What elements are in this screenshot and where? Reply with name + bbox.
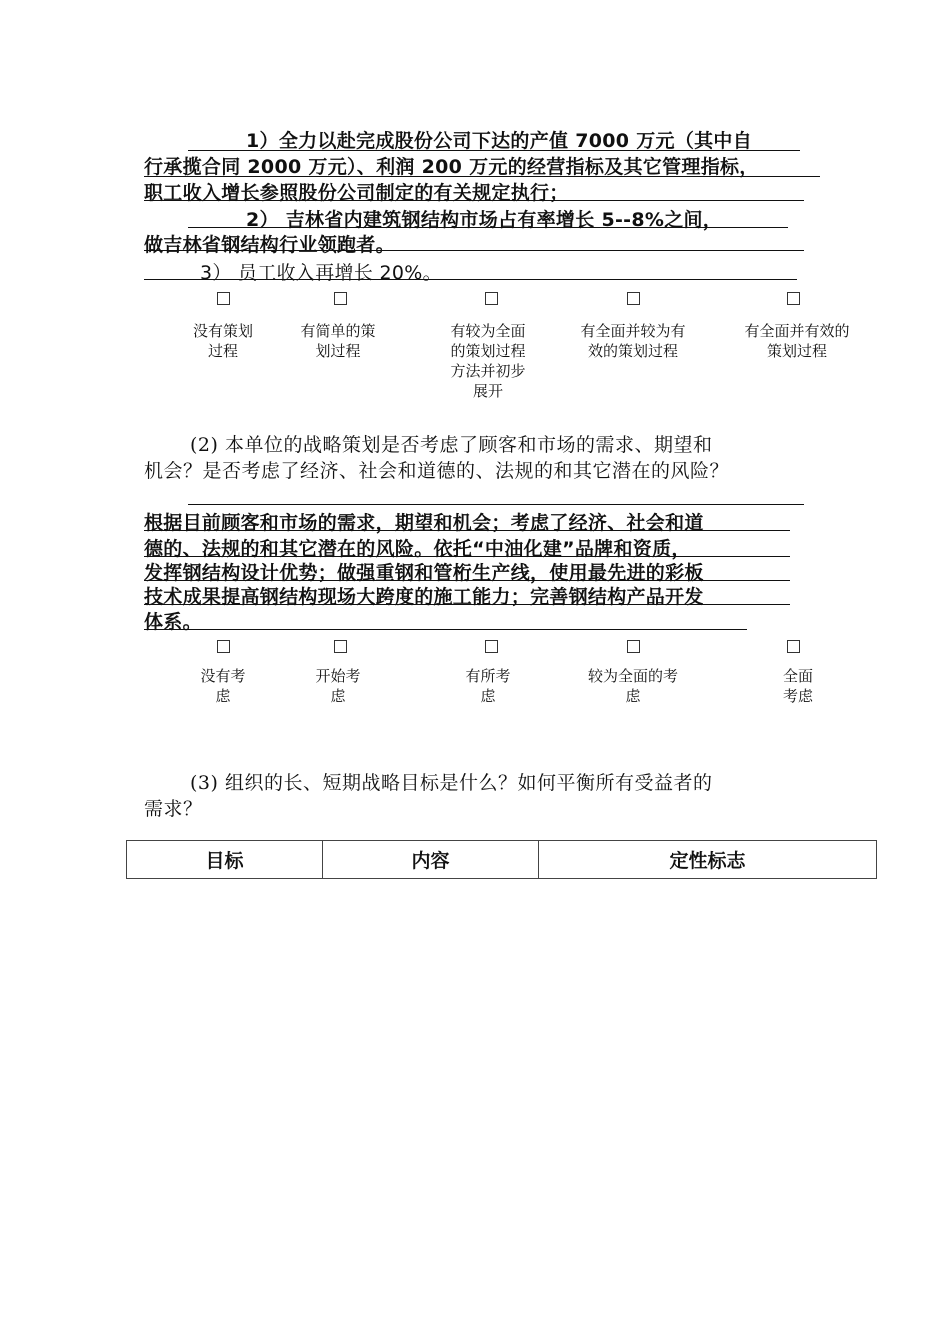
underline — [144, 604, 790, 605]
option-checkbox[interactable] — [334, 292, 347, 305]
answer-line-6: 3） 员工收入再增长 20%。 — [200, 262, 442, 284]
underline — [144, 629, 747, 630]
answer-2-line-4: 技术成果提高钢结构现场大跨度的施工能力；完善钢结构产品开发 — [144, 586, 704, 608]
option-checkbox[interactable] — [217, 292, 230, 305]
answer-line-3: 职工收入增长参照股份公司制定的有关规定执行； — [144, 182, 569, 204]
option-label: 全面考虑 — [782, 667, 813, 705]
underline — [144, 279, 797, 280]
underline — [144, 556, 790, 557]
underline — [188, 150, 800, 151]
question-2-line-1: (2) 本单位的战略策划是否考虑了顾客和市场的需求、期望和 — [190, 434, 713, 456]
goals-table — [126, 840, 877, 879]
underline — [188, 504, 804, 505]
option-label: 没有考虑 — [200, 667, 246, 705]
option-label: 开始考虑 — [315, 667, 361, 705]
question-3-line-2: 需求？ — [144, 798, 203, 820]
option-checkbox[interactable] — [485, 292, 498, 305]
answer-2-line-5: 体系。 — [144, 611, 202, 633]
answer-2-line-2: 德的、法规的和其它潜在的风险。依托“中油化建”品牌和资质， — [144, 538, 691, 560]
table-header-goal: 目标 — [127, 841, 323, 879]
option-label: 较为全面的考虑 — [587, 667, 678, 705]
question-2-line-2: 机会？是否考虑了经济、社会和道德的、法规的和其它潜在的风险？ — [144, 460, 730, 482]
answer-line-5: 做吉林省钢结构行业领跑者。 — [144, 234, 395, 256]
underline — [188, 227, 788, 228]
option-label: 没有策划过程 — [193, 322, 254, 360]
answer-2-line-3: 发挥钢结构设计优势；做强重钢和管桁生产线，使用最先进的彩板 — [144, 562, 704, 584]
option-checkbox[interactable] — [627, 640, 640, 653]
option-label: 有简单的策划过程 — [300, 322, 376, 360]
option-label: 有全面并有效的策划过程 — [744, 322, 850, 360]
answer-2-line-1: 根据目前顾客和市场的需求，期望和机会；考虑了经济、社会和道 — [144, 512, 704, 534]
table-header-indicator: 定性标志 — [539, 841, 877, 879]
option-label: 有较为全面的策划过程方法并初步展开 — [450, 322, 526, 400]
option-checkbox[interactable] — [217, 640, 230, 653]
underline — [144, 530, 790, 531]
option-checkbox[interactable] — [627, 292, 640, 305]
option-checkbox[interactable] — [787, 292, 800, 305]
option-checkbox[interactable] — [334, 640, 347, 653]
table-header-content: 内容 — [323, 841, 539, 879]
underline — [144, 176, 820, 177]
answer-line-1: 1）全力以赴完成股份公司下达的产值 7000 万元（其中自 — [246, 130, 753, 152]
underline — [144, 580, 790, 581]
table-header-row — [127, 841, 877, 879]
answer-line-4: 2） 吉林省内建筑钢结构市场占有率增长 5--8%之间， — [246, 209, 723, 231]
option-label: 有全面并较为有效的策划过程 — [580, 322, 686, 360]
option-checkbox[interactable] — [787, 640, 800, 653]
option-label: 有所考虑 — [465, 667, 511, 705]
answer-line-2: 行承揽合同 2000 万元）、利润 200 万元的经营指标及其它管理指标， — [144, 156, 759, 178]
option-checkbox[interactable] — [485, 640, 498, 653]
underline — [144, 200, 804, 201]
question-3-line-1: (3) 组织的长、短期战略目标是什么？如何平衡所有受益者的 — [190, 772, 713, 794]
underline — [144, 250, 804, 251]
